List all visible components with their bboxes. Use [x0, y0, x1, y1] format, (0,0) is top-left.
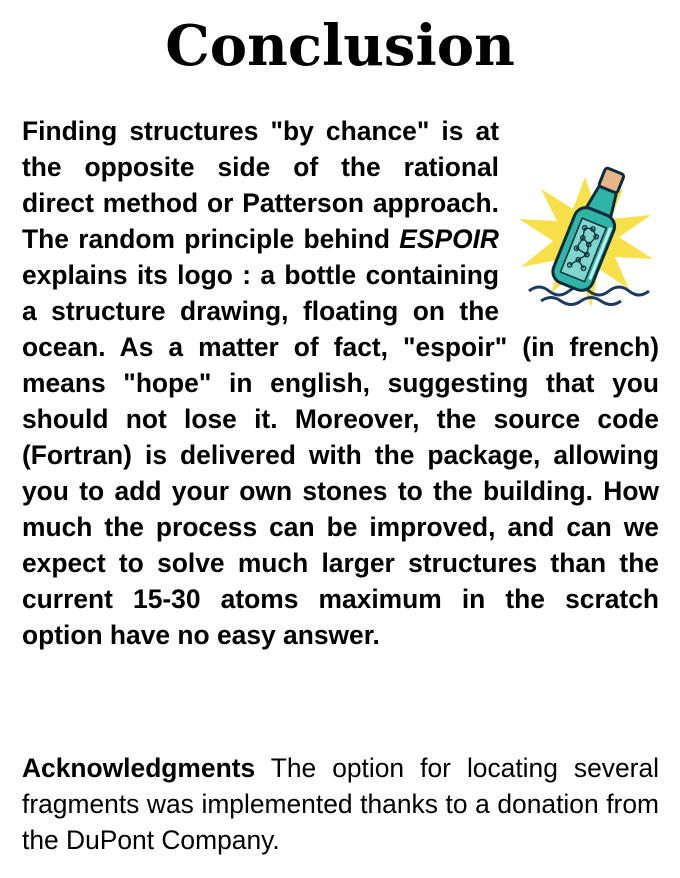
espoir-logo [511, 159, 659, 319]
acknowledgments-paragraph [22, 750, 659, 858]
espoir-emphasis: ESPOIR [399, 224, 499, 254]
paragraph-text-start: Finding structures "by chance" is at the opposite side of the rational direct method or Patterson approach. The random principle behind [22, 116, 499, 254]
acknowledgments-heading: Acknowledgments [22, 753, 256, 783]
page-title: Conclusion [165, 13, 515, 79]
message-in-a-bottle-icon [511, 159, 659, 319]
conclusion-paragraph [22, 113, 659, 653]
acknowledgments-text: The option for locating several fragments was implemented thanks to a donation from the DuPont Company. [22, 753, 659, 855]
paragraph-text-end: explains its logo : a bottle containing a structure drawing, floating on the ocean. As a matter of fact, "espoir" (in french) means "hope" in english, suggesting that you should not lose it. Moreover, the source code (Fortran) is delivered with the package, allowing you to add your own stones to the building. How much the process can be improved, and can we expect to solve much larger structures than the current 15-30 atoms maximum in the scratch option have no easy answer. [22, 260, 659, 650]
